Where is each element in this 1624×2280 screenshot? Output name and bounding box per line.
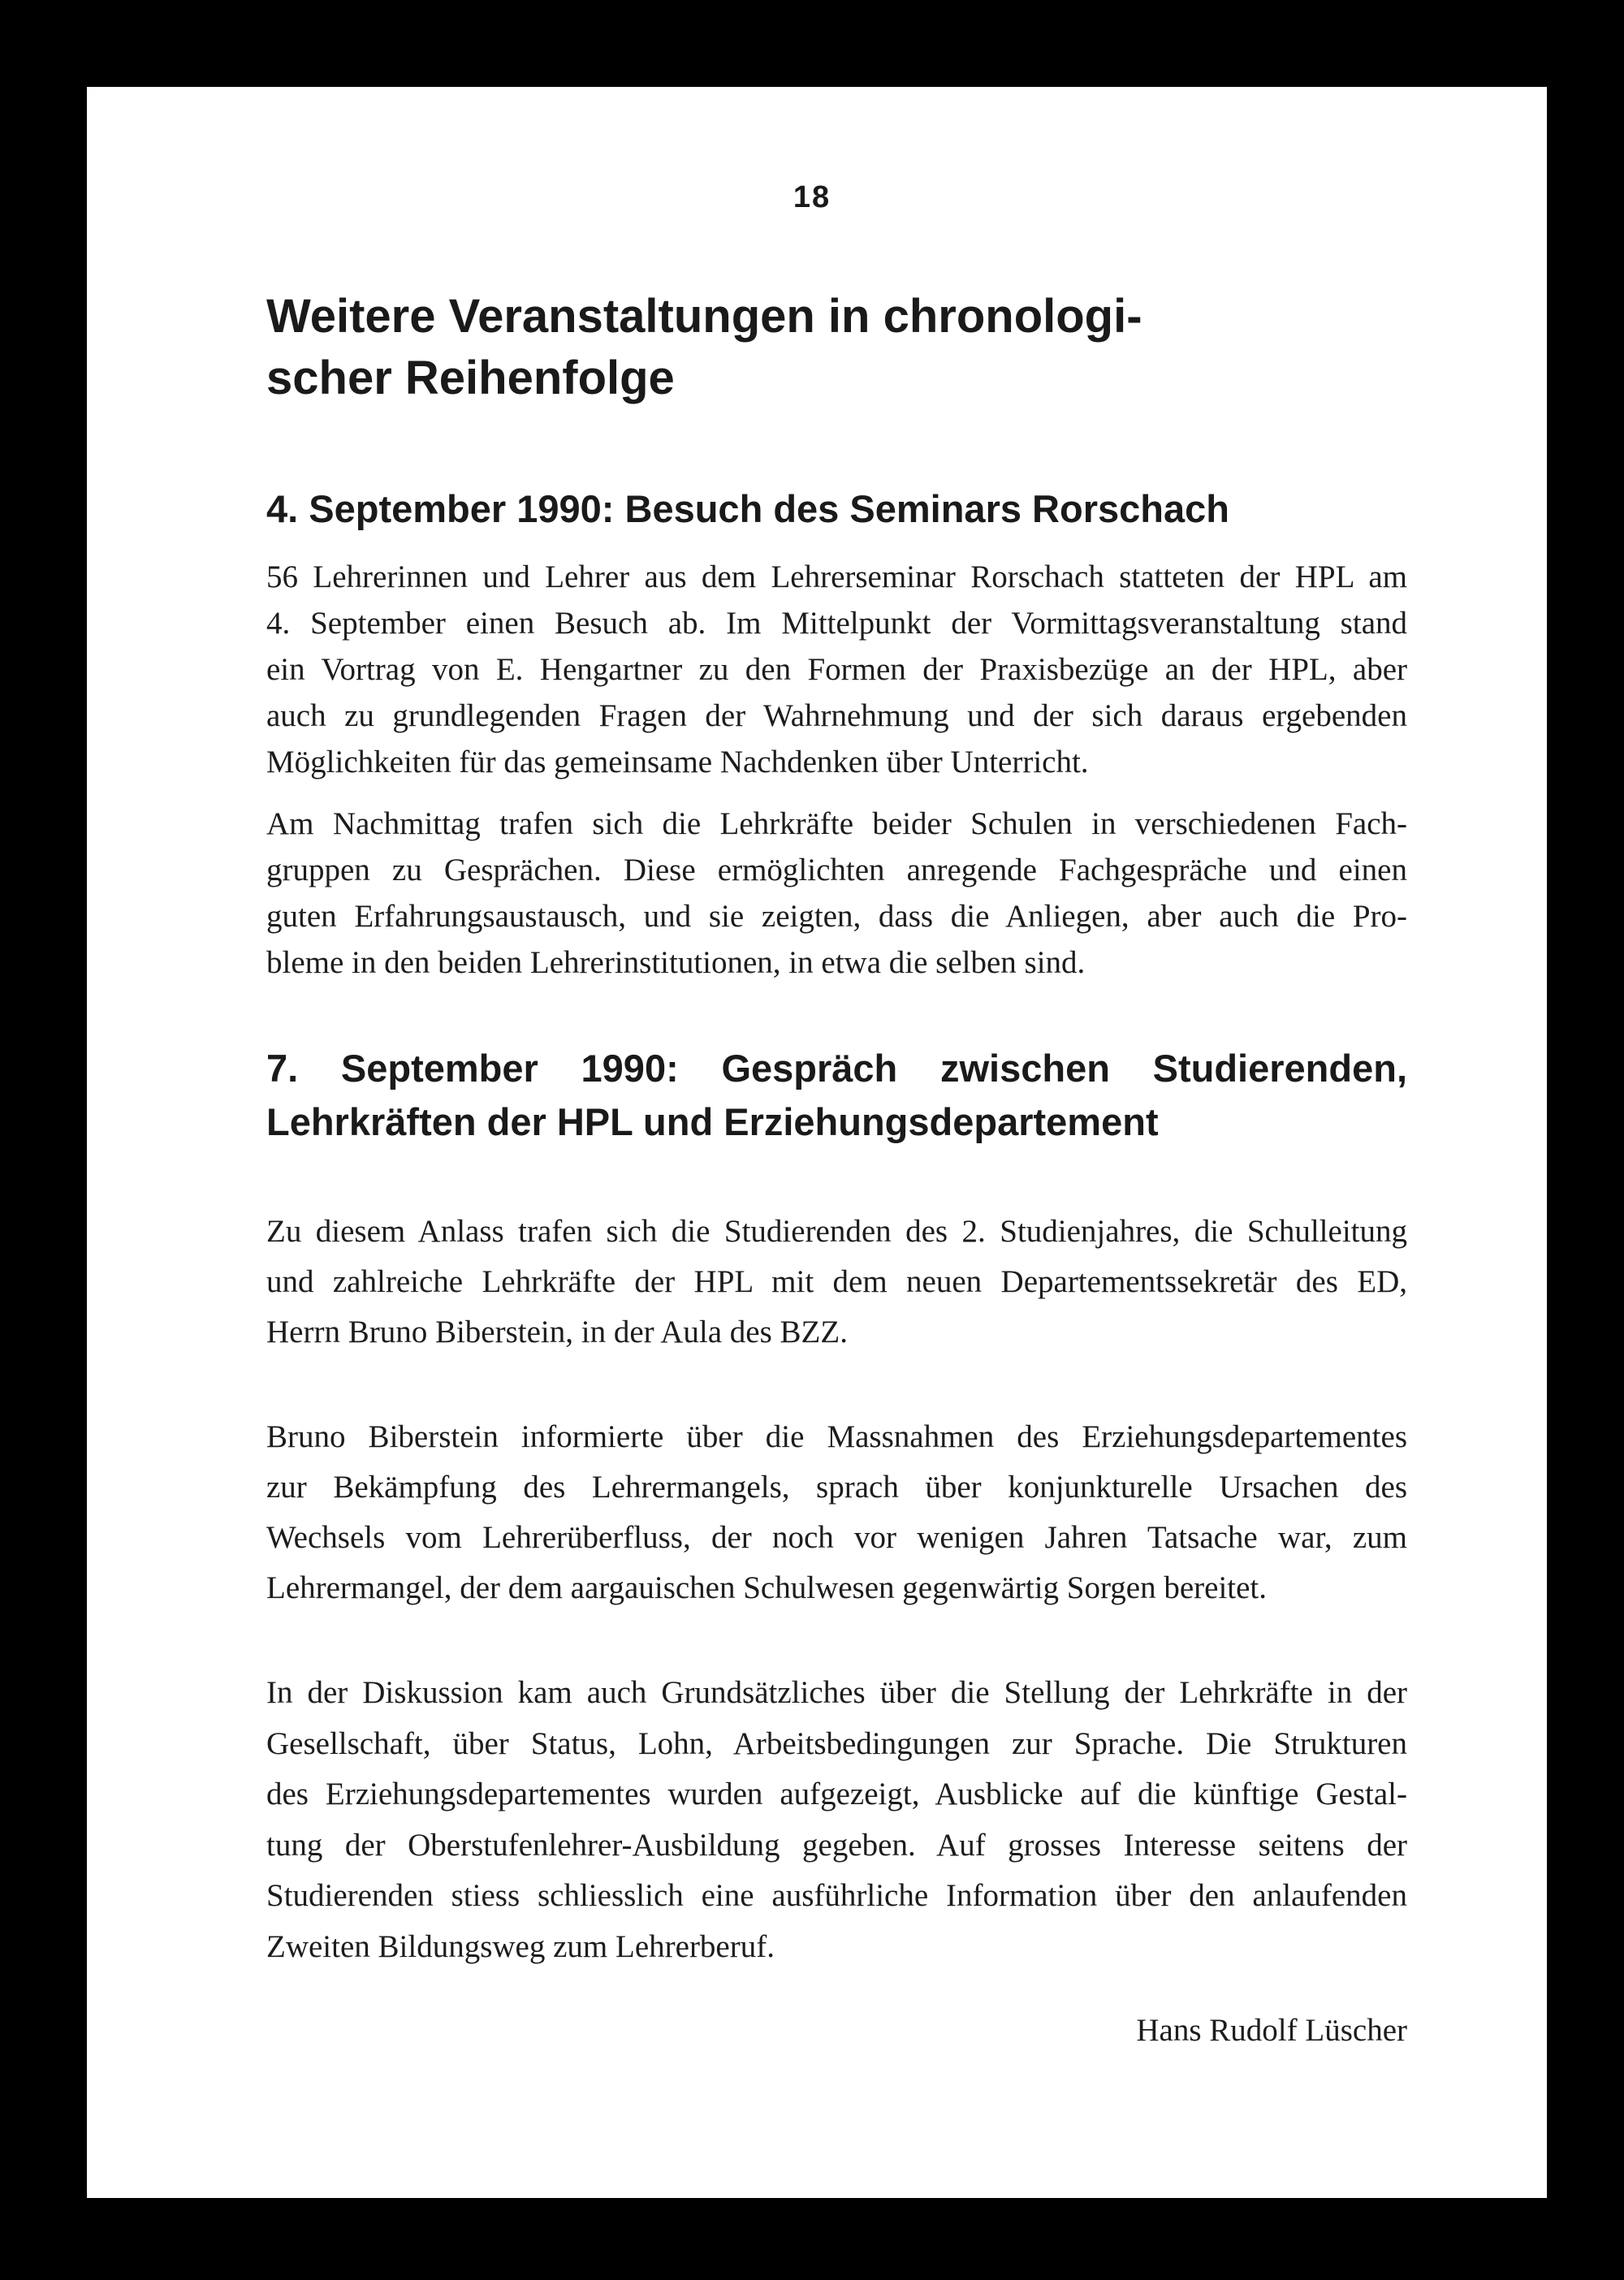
section-heading-1 (266, 482, 1407, 536)
text-line: Zweiten Bildungsweg zum Lehrerberuf. (266, 1928, 775, 1964)
heading-line: Lehrkräften der HPL und Erziehungsdepartement (266, 1100, 1159, 1143)
author-signature: Hans Rudolf Lüscher (1136, 2013, 1407, 2048)
heading-line: 4. September 1990: Besuch des Seminars Rorschach (266, 487, 1229, 530)
heading-line: 7. September 1990: Gespräch zwischen Studierenden, (266, 1047, 1407, 1090)
text-line: tung der Oberstufenlehrer-Ausbildung gegeben. Auf grosses Interesse seitens der (266, 1827, 1407, 1863)
text-line: zur Bekämpfung des Lehrermangels, sprach über konjunkturelle Ursachen des (266, 1470, 1407, 1505)
text-line: auch zu grundlegenden Fragen der Wahrnehmung und der sich daraus ergebenden (266, 698, 1407, 733)
title-line: scher Reihenfolge (266, 352, 675, 404)
text-line: 4. September einen Besuch ab. Im Mittelpunkt der Vormittagsveranstaltung stand (266, 606, 1407, 641)
text-line: 56 Lehrerinnen und Lehrer aus dem Lehrerseminar Rorschach statteten der HPL am (266, 559, 1407, 594)
page-number: 18 (793, 180, 831, 214)
text-line: Studierenden stiess schliesslich eine ausführliche Information über den anlaufenden (266, 1878, 1407, 1914)
text-line: Bruno Biberstein informierte über die Massnahmen des Erziehungsdepartementes (266, 1419, 1407, 1454)
text-line: Lehrermangel, der dem aargauischen Schulwesen gegenwärtig Sorgen bereitet. (266, 1570, 1268, 1605)
paragraph (266, 1207, 1407, 1358)
paragraph (266, 1668, 1407, 1973)
text-line: guten Erfahrungsaustausch, und sie zeigten, dass die Anliegen, aber auch die Pro- (266, 899, 1407, 934)
page-title (266, 286, 1142, 409)
text-line: In der Diskussion kam auch Grundsätzliches über die Stellung der Lehrkräfte in der (266, 1675, 1407, 1710)
section-heading-2 (266, 1042, 1407, 1149)
paragraph (266, 1412, 1407, 1613)
text-line: und zahlreiche Lehrkräfte der HPL mit dem neuen Departementssekretär des ED, (266, 1264, 1407, 1299)
text-line: bleme in den beiden Lehrerinstitutionen, in etwa die selben sind. (266, 945, 1086, 980)
title-line: Weitere Veranstaltungen in chronologi- (266, 290, 1142, 343)
text-line: Herrn Bruno Biberstein, in der Aula des BZZ. (266, 1315, 848, 1349)
paragraph (266, 801, 1407, 986)
text-line: gruppen zu Gesprächen. Diese ermöglichten anregende Fachgespräche und einen (266, 853, 1407, 887)
text-line: Zu diesem Anlass trafen sich die Studierenden des 2. Studienjahres, die Schulleitung (266, 1214, 1407, 1249)
text-line: Wechsels vom Lehrerüberfluss, der noch vor wenigen Jahren Tatsache war, zum (266, 1520, 1407, 1555)
text-line: Gesellschaft, über Status, Lohn, Arbeitsbedingungen zur Sprache. Die Strukturen (266, 1725, 1407, 1761)
text-line: Möglichkeiten für das gemeinsame Nachdenken über Unterricht. (266, 745, 1089, 779)
text-line: des Erziehungsdepartementes wurden aufgezeigt, Ausblicke auf die künftige Gestal- (266, 1777, 1407, 1812)
text-line: ein Vortrag von E. Hengartner zu den Formen der Praxisbezüge an der HPL, aber (266, 652, 1407, 687)
paragraph (266, 554, 1407, 785)
text-line: Am Nachmittag trafen sich die Lehrkräfte beider Schulen in verschiedenen Fach- (266, 806, 1407, 841)
